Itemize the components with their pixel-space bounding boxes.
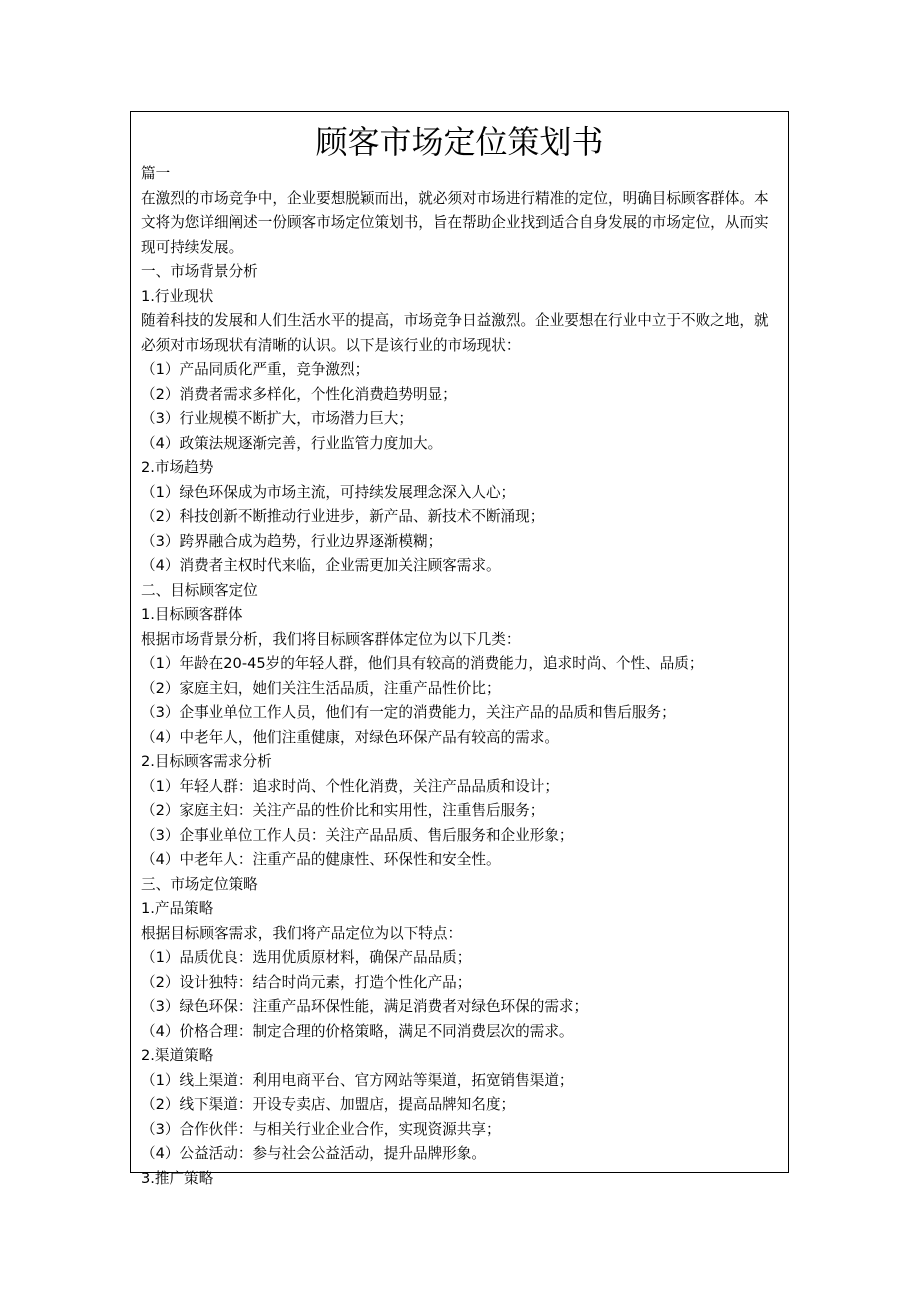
- list-item: （2）线下渠道：开设专卖店、加盟店，提高品牌知名度；: [141, 1096, 516, 1113]
- list-item: （3）行业规模不断扩大，市场潜力巨大；: [141, 410, 413, 427]
- list-item: （1）产品同质化严重，竞争激烈；: [141, 361, 370, 378]
- list-item: （1）年龄在20-45岁的年轻人群，他们具有较高的消费能力，追求时尚、个性、品质；: [141, 655, 704, 672]
- paragraph: 在激烈的市场竞争中，企业要想脱颖而出，就必须对市场进行精准的定位，明确目标顾客群体。本文将为您详细阐述一份顾客市场定位策划书，旨在帮助企业找到适合自身发展的市场定位，从而实现可持续发展。: [141, 189, 769, 256]
- paragraph: 篇一: [141, 165, 171, 182]
- list-item: （3）绿色环保：注重产品环保性能，满足消费者对绿色环保的需求；: [141, 998, 589, 1015]
- list-item: （3）跨界融合成为趋势，行业边界逐渐模糊；: [141, 532, 443, 550]
- document-frame: [130, 111, 789, 1187]
- list-item: （3）企事业单位工作人员：关注产品品质、售后服务和企业形象；: [141, 826, 574, 844]
- list-item: （4）中老年人：注重产品的健康性、环保性和安全性。: [141, 851, 501, 868]
- document-title: 顾客市场定位策划书: [315, 123, 604, 161]
- list-item: （2）家庭主妇：关注产品的性价比和实用性，注重售后服务；: [141, 802, 545, 819]
- list-item: （3）企事业单位工作人员，他们有一定的消费能力，关注产品的品质和售后服务；: [141, 704, 676, 721]
- document-body: [141, 162, 780, 1191]
- list-item: （1）品质优良：选用优质原材料，确保产品品质；: [141, 949, 472, 966]
- subsection-heading: 2.市场趋势: [141, 459, 214, 476]
- subsection-heading: 2.目标顾客需求分析: [141, 753, 272, 770]
- subsection-heading: 1.目标顾客群体: [141, 606, 243, 623]
- list-item: （2）家庭主妇，她们关注生活品质，注重产品性价比；: [141, 679, 501, 697]
- list-item: （1）绿色环保成为市场主流，可持续发展理念深入人心；: [141, 483, 516, 501]
- list-item: （2）科技创新不断推动行业进步，新产品、新技术不断涌现；: [141, 508, 545, 525]
- list-item: （1）年轻人群：追求时尚、个性化消费，关注产品品质和设计；: [141, 777, 559, 795]
- paragraph: 根据市场背景分析，我们将目标顾客群体定位为以下几类：: [141, 630, 521, 648]
- list-item: （4）政策法规逐渐完善，行业监管力度加大。: [141, 434, 443, 452]
- subsection-heading: 3.推广策略: [141, 1169, 214, 1187]
- list-item: （3）合作伙伴：与相关行业企业合作，实现资源共享；: [141, 1120, 501, 1138]
- paragraph: 根据目标顾客需求，我们将产品定位为以下特点：: [141, 924, 463, 942]
- list-item: （2）设计独特：结合时尚元素，打造个性化产品；: [141, 973, 472, 991]
- section-heading: 三、市场定位策略: [141, 875, 258, 893]
- paragraph: 随着科技的发展和人们生活水平的提高，市场竞争日益激烈。企业要想在行业中立于不败之地，就必须对市场现状有清晰的认识。以下是该行业的市场现状：: [141, 312, 769, 354]
- list-item: （1）线上渠道：利用电商平台、官方网站等渠道，拓宽销售渠道；: [141, 1071, 574, 1089]
- list-item: （2）消费者需求多样化，个性化消费趋势明显；: [141, 385, 457, 403]
- subsection-heading: 1.行业现状: [141, 287, 214, 305]
- list-item: （4）价格合理：制定合理的价格策略，满足不同消费层次的需求。: [141, 1022, 574, 1040]
- section-heading: 二、目标顾客定位: [141, 581, 258, 599]
- subsection-heading: 1.产品策略: [141, 900, 214, 917]
- list-item: （4）消费者主权时代来临，企业需更加关注顾客需求。: [141, 557, 501, 574]
- subsection-heading: 2.渠道策略: [141, 1047, 214, 1064]
- list-item: （4）公益活动：参与社会公益活动，提升品牌形象。: [141, 1145, 486, 1162]
- list-item: （4）中老年人，他们注重健康，对绿色环保产品有较高的需求。: [141, 728, 559, 746]
- section-heading: 一、市场背景分析: [141, 263, 258, 280]
